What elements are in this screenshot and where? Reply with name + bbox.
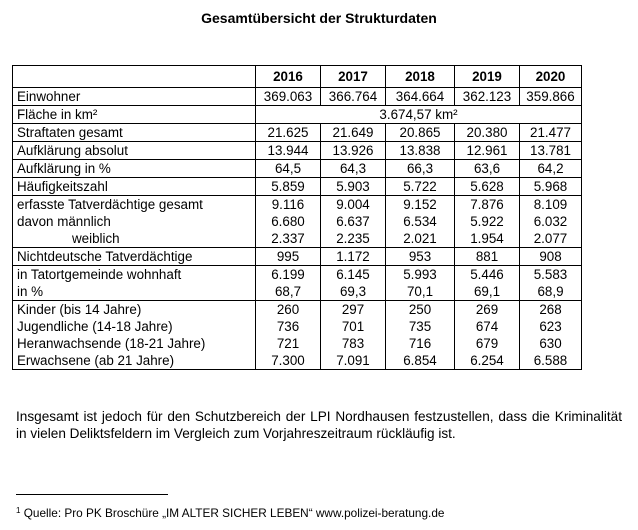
- table-row: [13, 301, 582, 370]
- row-label-line: erfasste Tatverdächtige gesamt: [17, 197, 203, 212]
- value-cell-2019: [455, 301, 520, 370]
- row-label: [13, 88, 256, 106]
- value-line: 736: [276, 319, 300, 334]
- value-line: 6.534: [403, 214, 437, 229]
- value-line: 64,2: [537, 161, 564, 176]
- value-line: 69,3: [339, 284, 367, 299]
- value-line: 5.968: [533, 179, 568, 194]
- value-cell-2019: [455, 124, 520, 142]
- value-cell-2017: [321, 88, 386, 106]
- value-line: 13.838: [399, 143, 441, 158]
- value-cell-2017: [321, 160, 386, 178]
- value-line: 70,1: [406, 284, 434, 299]
- value-cell-2019: [455, 160, 520, 178]
- header-blank-cell: [13, 66, 256, 88]
- table-header-row: [13, 66, 582, 88]
- value-line: 6.588: [533, 353, 568, 368]
- page-title: Gesamtübersicht der Strukturdaten: [201, 10, 437, 26]
- table-row: [13, 124, 582, 142]
- value-cell-2018: [386, 88, 455, 106]
- value-line: 5.993: [403, 267, 437, 282]
- row-label: [13, 266, 256, 301]
- value-line: 359.866: [526, 89, 575, 104]
- footnote-divider: [16, 494, 168, 495]
- structure-data-table: [12, 65, 582, 370]
- row-label: [13, 124, 256, 142]
- value-line: 260: [276, 302, 300, 317]
- value-cell-2018: [386, 301, 455, 370]
- value-line: 250: [408, 302, 432, 317]
- row-label-line: Nichtdeutsche Tatverdächtige: [17, 249, 193, 264]
- value-line: 7.876: [470, 197, 504, 212]
- footnote: [16, 506, 444, 520]
- value-line: 1.954: [470, 231, 504, 246]
- value-line: 701: [341, 319, 365, 334]
- value-cell-2018: [386, 248, 455, 266]
- value-line: 69,1: [473, 284, 501, 299]
- value-line: 5.628: [470, 179, 504, 194]
- value-line: 995: [276, 249, 300, 264]
- value-line: 362.123: [462, 89, 512, 104]
- value-line: 12.961: [466, 143, 508, 158]
- value-line: 9.004: [336, 197, 370, 212]
- value-cell-2019: [455, 266, 520, 301]
- row-label-line: Jugendliche (14-18 Jahre): [17, 319, 173, 334]
- table-row: [13, 160, 582, 178]
- value-cell-2020: [520, 266, 582, 301]
- row-label: [13, 160, 256, 178]
- value-cell-2016: [256, 142, 321, 160]
- table-row: [13, 142, 582, 160]
- value-line: 623: [539, 319, 562, 334]
- value-cell-2020: [520, 142, 582, 160]
- table-row: [13, 88, 582, 106]
- table-body: [13, 88, 582, 370]
- row-label-line: in %: [17, 284, 44, 299]
- value-line: 953: [408, 249, 432, 264]
- row-label: [13, 196, 256, 248]
- row-label: [13, 248, 256, 266]
- value-line: 5.583: [533, 267, 568, 282]
- value-line: 20.380: [466, 125, 508, 140]
- value-cell-2017: [321, 301, 386, 370]
- value-cell-2019: [455, 88, 520, 106]
- value-line: 5.922: [470, 214, 504, 229]
- value-cell-2020: [520, 248, 582, 266]
- row-label-line: Kinder (bis 14 Jahre): [17, 302, 142, 317]
- value-cell-2017: [321, 266, 386, 301]
- value-cell-2020: [520, 301, 582, 370]
- row-label-line: Heranwachsende (18-21 Jahre): [17, 336, 206, 351]
- value-cell-2020: [520, 196, 582, 248]
- value-cell-2020: [520, 178, 582, 196]
- value-line: 679: [475, 336, 499, 351]
- row-label: [13, 142, 256, 160]
- value-line: 366.764: [328, 89, 378, 104]
- value-line: 297: [341, 302, 365, 317]
- row-label-line: Einwohner: [17, 89, 81, 104]
- value-cell-2019: [455, 248, 520, 266]
- year-header-2020: 2020: [520, 66, 582, 88]
- row-label: [13, 178, 256, 196]
- value-line: 721: [276, 336, 300, 351]
- row-label-line: Straftaten gesamt: [17, 125, 123, 140]
- value-line: 6.680: [271, 214, 305, 229]
- value-line: 1.172: [336, 249, 370, 264]
- value-cell-2017: [321, 142, 386, 160]
- value-line: 2.337: [271, 231, 305, 246]
- footnote-text: Quelle: Pro PK Broschüre „IM ALTER SICHER LEBEN“ www.polizei-beratung.de: [23, 506, 445, 520]
- value-cell-2018: [386, 178, 455, 196]
- value-cell-2016: [256, 160, 321, 178]
- value-cell-2020: [520, 124, 582, 142]
- table-row: [13, 248, 582, 266]
- value-line: 21.625: [267, 125, 309, 140]
- footnote-marker: 1: [16, 506, 21, 515]
- table-row: [13, 106, 582, 124]
- value-line: 881: [475, 249, 499, 264]
- value-line: 269: [475, 302, 499, 317]
- value-cell-2018: [386, 196, 455, 248]
- value-cell-2017: [321, 196, 386, 248]
- row-label: [13, 301, 256, 370]
- row-label-line: davon männlich: [17, 214, 111, 229]
- value-line: 21.649: [332, 125, 374, 140]
- table-row: [13, 178, 582, 196]
- value-line: 630: [539, 336, 562, 351]
- value-line: 63,6: [473, 161, 501, 176]
- value-line: 7.091: [336, 353, 370, 368]
- summary-paragraph: Insgesamt ist jedoch für den Schutzbereich der LPI Nordhausen festzustellen, dass die Kriminalität in vielen Deliktsfeldern im Vergleich zum Vorjahreszeitraum rückläufig ist.: [16, 409, 622, 441]
- value-cell-2018: [386, 124, 455, 142]
- value-line: 21.477: [530, 125, 571, 140]
- value-line: 268: [539, 302, 562, 317]
- value-line: 2.021: [403, 231, 437, 246]
- value-line: 5.722: [403, 179, 437, 194]
- value-line: 13.781: [530, 143, 571, 158]
- value-cell-2018: [386, 266, 455, 301]
- value-line: 369.063: [263, 89, 313, 104]
- value-cell-2018: [386, 142, 455, 160]
- year-header-2017: 2017: [321, 66, 386, 88]
- value-cell-2016: [256, 248, 321, 266]
- year-header-2019: 2019: [455, 66, 520, 88]
- value-line: 13.944: [267, 143, 309, 158]
- value-line: 8.109: [533, 197, 568, 212]
- value-line: 5.446: [470, 267, 504, 282]
- year-header-2016: 2016: [256, 66, 321, 88]
- value-cell-2018: [386, 160, 455, 178]
- value-line: 64,3: [339, 161, 367, 176]
- row-label-line: Aufklärung in %: [17, 161, 111, 176]
- value-line: 68,7: [274, 284, 302, 299]
- value-cell-2016: [256, 124, 321, 142]
- value-line: 66,3: [406, 161, 434, 176]
- value-cell-2017: [321, 124, 386, 142]
- value-line: 6.854: [403, 353, 437, 368]
- value-line: 6.145: [336, 267, 370, 282]
- value-cell-2020: [520, 88, 582, 106]
- value-line: 68,9: [537, 284, 564, 299]
- value-line: 735: [408, 319, 432, 334]
- value-line: 9.116: [271, 197, 305, 212]
- value-line: 13.926: [332, 143, 374, 158]
- value-cell-2016: [256, 266, 321, 301]
- value-cell-2016: [256, 196, 321, 248]
- value-line: 6.032: [533, 214, 568, 229]
- table-row: [13, 196, 582, 248]
- value-line: 674: [475, 319, 499, 334]
- merged-value-cell: 3.674,57 km²: [256, 106, 582, 124]
- value-line: 364.664: [395, 89, 445, 104]
- value-cell-2016: [256, 178, 321, 196]
- row-label-line: Fläche in km²: [17, 107, 98, 122]
- value-line: 64,5: [274, 161, 302, 176]
- value-cell-2016: [256, 88, 321, 106]
- row-label-line: Aufklärung absolut: [17, 143, 128, 158]
- value-line: 2.077: [533, 231, 568, 246]
- row-label-line: Erwachsene (ab 21 Jahre): [17, 353, 175, 368]
- value-line: 908: [539, 249, 562, 264]
- value-cell-2017: [321, 248, 386, 266]
- value-line: 783: [341, 336, 365, 351]
- value-line: 5.903: [336, 179, 370, 194]
- value-line: 6.199: [271, 267, 305, 282]
- row-label: [13, 106, 256, 124]
- row-label-line: weiblich: [72, 231, 120, 246]
- row-label-line: in Tatortgemeinde wohnhaft: [17, 267, 182, 282]
- year-header-2018: 2018: [386, 66, 455, 88]
- value-line: 9.152: [403, 197, 437, 212]
- value-line: 6.637: [336, 214, 370, 229]
- value-line: 20.865: [399, 125, 441, 140]
- row-label-line: Häufigkeitszahl: [17, 179, 108, 194]
- value-cell-2020: [520, 160, 582, 178]
- value-cell-2016: [256, 301, 321, 370]
- value-line: 6.254: [470, 353, 504, 368]
- value-cell-2017: [321, 178, 386, 196]
- value-line: 716: [408, 336, 432, 351]
- table-row: [13, 266, 582, 301]
- value-line: 2.235: [336, 231, 370, 246]
- value-cell-2019: [455, 142, 520, 160]
- value-line: 5.859: [271, 179, 305, 194]
- value-cell-2019: [455, 196, 520, 248]
- value-cell-2019: [455, 178, 520, 196]
- value-line: 7.300: [271, 353, 305, 368]
